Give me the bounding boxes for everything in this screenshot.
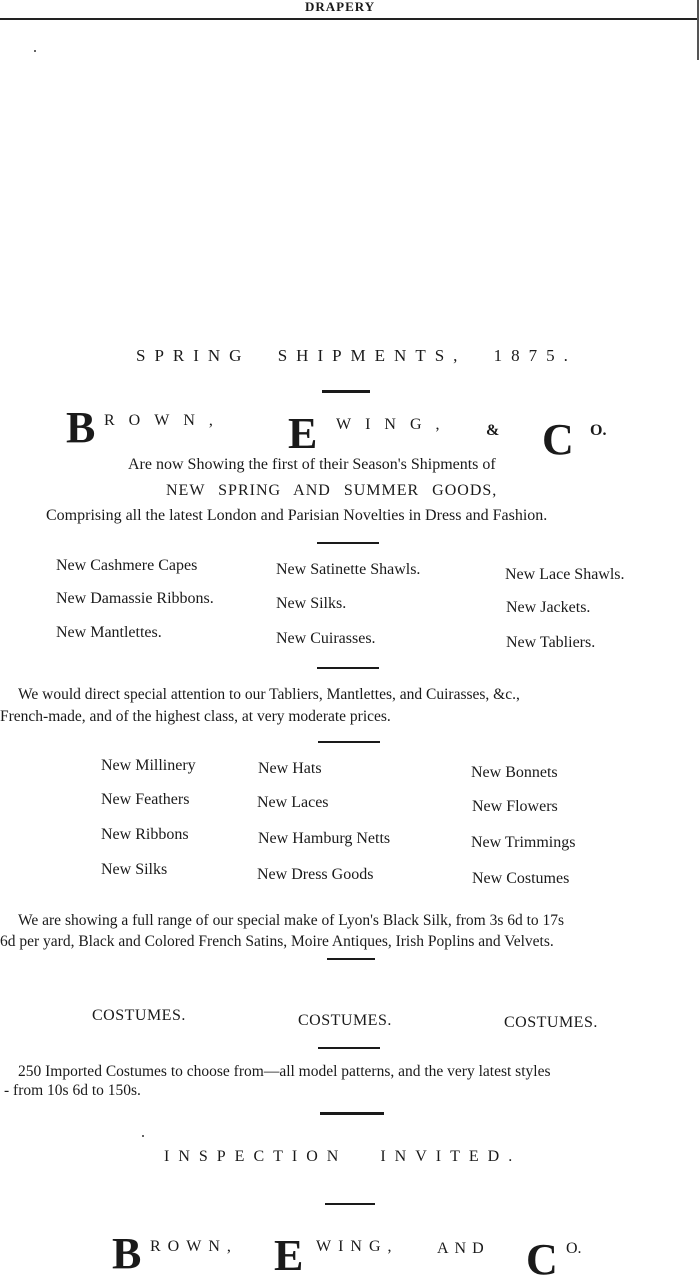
inspection-notice: INSPECTION INVITED. <box>164 1148 522 1165</box>
header-rule <box>0 18 698 20</box>
firm-ampersand: & <box>486 422 500 439</box>
list-item: New Damassie Ribbons. <box>56 590 214 607</box>
intro-line-3: Comprising all the latest London and Parisian Novelties in Dress and Fashion. <box>46 507 548 524</box>
firm-initial-b: B <box>112 1229 142 1278</box>
list-item: New Mantlettes. <box>56 624 162 641</box>
firm-c-rest: O. <box>566 1240 582 1257</box>
section-title: DRAPERY <box>305 0 376 14</box>
divider <box>325 1203 375 1205</box>
divider <box>317 542 379 544</box>
list-item: New Lace Shawls. <box>505 566 625 583</box>
costumes-label-1: COSTUMES. <box>92 1007 186 1024</box>
list-item: New Flowers <box>472 798 558 815</box>
page-header <box>0 0 700 22</box>
notice-three-line-1: 250 Imported Costumes to choose from—all model patterns, and the very latest styles <box>18 1063 551 1080</box>
list-item: New Bonnets <box>471 764 558 781</box>
list-item: New Satinette Shawls. <box>276 561 421 578</box>
divider <box>318 1047 380 1049</box>
firm-c-rest: O. <box>590 422 607 439</box>
list-item: New Cashmere Capes <box>56 557 198 574</box>
list-item: New Tabliers. <box>506 634 596 651</box>
notice-two-line-1: We are showing a full range of our special make of Lyon's Black Silk, from 3s 6d to 17s <box>18 912 565 929</box>
speck <box>34 50 36 52</box>
list-item: New Silks. <box>276 595 347 612</box>
firm-initial-c: C <box>526 1235 558 1284</box>
intro-line-2: NEW SPRING AND SUMMER GOODS, <box>166 482 498 499</box>
page-edge-line <box>697 0 699 60</box>
notice-two-line-2: 6d per yard, Black and Colored French Satins, Moire Antiques, Irish Poplins and Velvets. <box>0 933 554 950</box>
divider <box>320 1112 384 1115</box>
divider <box>317 667 379 669</box>
firm-initial-b: B <box>66 403 96 452</box>
list-item: New Hats <box>258 760 322 777</box>
list-item: New Silks <box>101 861 168 878</box>
list-item: New Dress Goods <box>257 866 374 883</box>
firm-b-rest: ROWN, <box>150 1238 238 1255</box>
list-item: New Trimmings <box>471 834 576 851</box>
list-item: New Ribbons <box>101 826 189 843</box>
banner-title: SPRING SHIPMENTS, 1875. <box>136 346 577 365</box>
notice-one-line-1: We would direct special attention to our Tabliers, Mantlettes, and Cuirasses, &c., <box>18 686 520 703</box>
notice-three-line-2: - from 10s 6d to 150s. <box>4 1082 141 1099</box>
firm-initial-e: E <box>288 409 318 458</box>
list-item: New Hamburg Netts <box>258 830 391 847</box>
firm-b-rest: ROWN, <box>104 412 227 429</box>
divider <box>318 741 380 743</box>
firm-e-rest: WING, <box>336 416 454 433</box>
divider <box>322 390 370 393</box>
firm-initial-c: C <box>542 415 574 464</box>
firm-initial-e: E <box>274 1231 304 1280</box>
notice-one-line-2: French-made, and of the highest class, at very moderate prices. <box>0 708 391 725</box>
firm-e-rest: WING, <box>316 1238 399 1255</box>
costumes-label-2: COSTUMES. <box>298 1012 392 1029</box>
intro-line-1: Are now Showing the first of their Season's Shipments of <box>128 456 496 473</box>
divider <box>327 958 375 960</box>
list-item: New Laces <box>257 794 329 811</box>
list-item: New Cuirasses. <box>276 630 376 647</box>
list-item: New Feathers <box>101 791 190 808</box>
speck <box>142 1135 144 1137</box>
costumes-label-3: COSTUMES. <box>504 1014 598 1031</box>
firm-and: AND <box>437 1240 490 1257</box>
list-item: New Millinery <box>101 757 196 774</box>
list-item: New Jackets. <box>506 599 591 616</box>
list-item: New Costumes <box>472 870 570 887</box>
